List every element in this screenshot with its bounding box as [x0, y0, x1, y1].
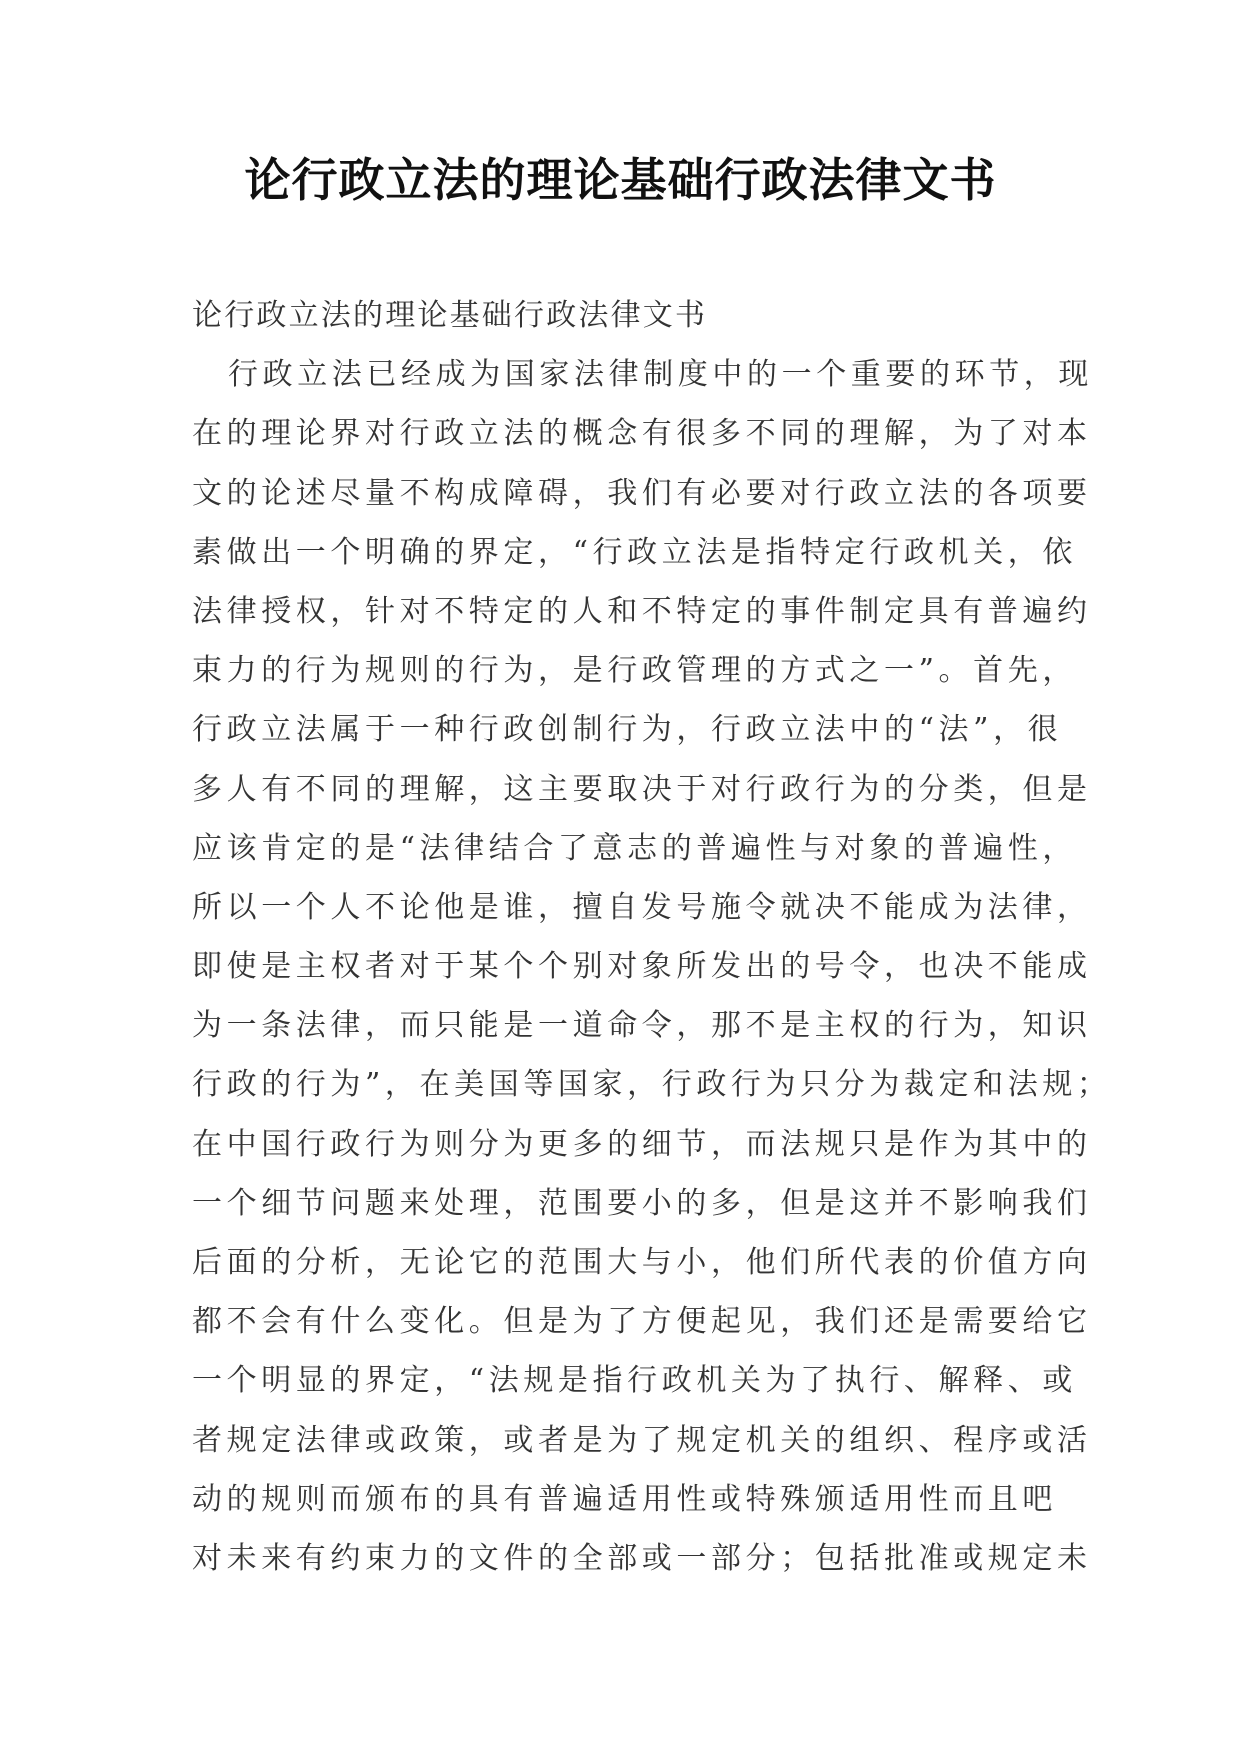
body-line: 在中国行政行为则分为更多的细节，而法规只是作为其中的 — [192, 1126, 1092, 1162]
body-line: 者规定法律或政策，或者是为了规定机关的组织、程序或活 — [192, 1422, 1092, 1458]
document-title: 论行政立法的理论基础行政法律文书 — [244, 153, 997, 207]
body-line: 对未来有约束力的文件的全部或一部分；包括批准或规定未 — [192, 1540, 1092, 1576]
body-line: 行政立法属于一种行政创制行为，行政立法中的“法”，很 — [192, 712, 1063, 748]
body-line: 后面的分析，无论它的范围大与小，他们所代表的价值方向 — [192, 1245, 1092, 1280]
body-line: 所以一个人不论他是谁，擅自发号施令就决不能成为法律， — [192, 889, 1092, 925]
body-line: 动的规则而颁布的具有普遍适用性或特殊颁适用性而且吧 — [192, 1481, 1057, 1517]
body-line: 都不会有什么变化。但是为了方便起见，我们还是需要给它 — [192, 1304, 1092, 1340]
body-line: 应该肯定的是“法律结合了意志的普遍性与对象的普遍性， — [192, 830, 1077, 866]
body-line: 即使是主权者对于某个个别对象所发出的号令，也决不能成 — [192, 949, 1092, 985]
body-line: 一个细节问题来处理，范围要小的多，但是这并不影响我们 — [192, 1185, 1092, 1221]
document-body — [192, 286, 1112, 1588]
body-line: 行政立法已经成为国家法律制度中的一个重要的环节，现 — [228, 357, 1093, 393]
body-line: 素做出一个明确的界定，“行政立法是指特定行政机关，依 — [192, 534, 1077, 570]
body-line: 一个明显的界定，“法规是指行政机关为了执行、解释、或 — [192, 1363, 1077, 1399]
document-subtitle: 论行政立法的理论基础行政法律文书 — [192, 298, 708, 333]
body-line: 法律授权，针对不特定的人和不特定的事件制定具有普遍约 — [192, 593, 1092, 629]
body-line: 行政的行为”，在美国等国家，行政行为只分为裁定和法规； — [192, 1067, 1112, 1103]
body-line: 多人有不同的理解，这主要取决于对行政行为的分类，但是 — [192, 771, 1092, 807]
body-line: 在的理论界对行政立法的概念有很多不同的理解，为了对本 — [192, 416, 1092, 452]
body-line: 束力的行为规则的行为，是行政管理的方式之一”。首先， — [192, 653, 1077, 689]
body-line: 为一条法律，而只能是一道命令，那不是主权的行为，知识 — [192, 1008, 1092, 1044]
body-line: 文的论述尽量不构成障碍，我们有必要对行政立法的各项要 — [192, 475, 1092, 511]
